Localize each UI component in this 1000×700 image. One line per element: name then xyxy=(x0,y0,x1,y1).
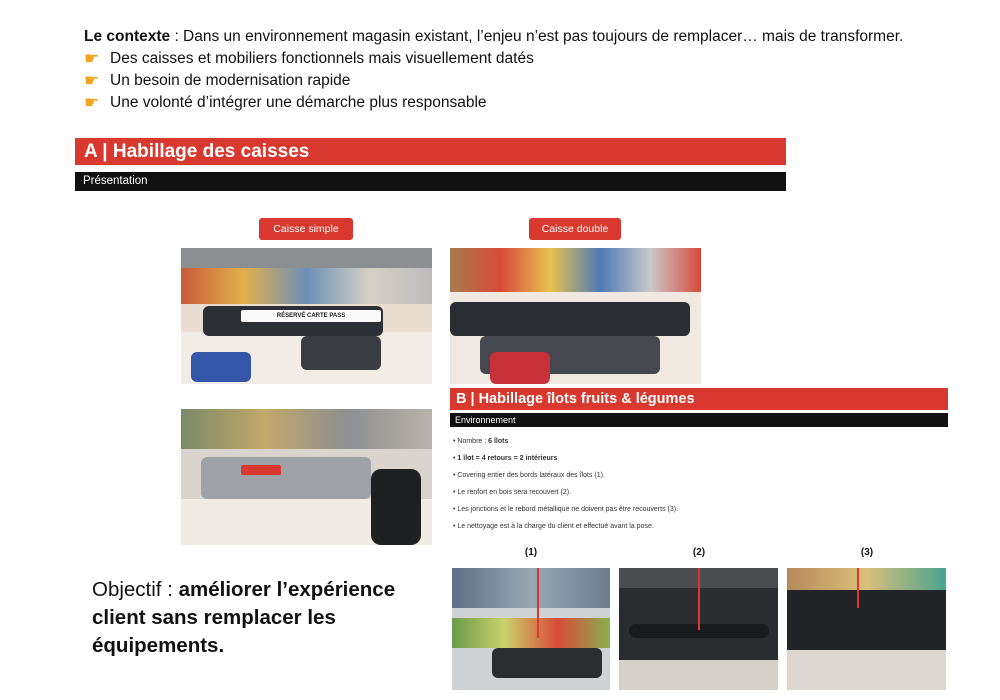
bullet-item xyxy=(84,48,904,70)
pointing-hand-icon: ☛ xyxy=(84,93,100,112)
objective-text xyxy=(92,576,422,660)
intro-block xyxy=(84,26,904,114)
pointing-hand-icon: ☛ xyxy=(84,71,100,90)
list-item: • Nombre : 6 îlots xyxy=(453,433,943,450)
context-label: Le contexte xyxy=(84,28,171,45)
pointing-hand-icon: ☛ xyxy=(84,49,100,68)
section-a-title: A | Habillage des caisses xyxy=(75,138,786,165)
bullet-item xyxy=(84,92,904,114)
checkout-sign: RÉSERVÉ CARTE PASS xyxy=(241,310,381,322)
context-text: : Dans un environnement magasin existant, l’enjeu n’est pas toujours de remplacer… mais de transformer. xyxy=(170,28,904,45)
section-b-title: B | Habillage îlots fruits & légumes xyxy=(450,388,948,410)
island-photo-1 xyxy=(452,568,610,690)
section-b-subtitle: Environnement xyxy=(450,413,948,427)
list-item: • Le nettoyage est à la charge du client et effectué avant la pose. xyxy=(453,518,943,535)
objective-prefix: Objectif : xyxy=(92,578,179,601)
bullet-text: Un besoin de modernisation rapide xyxy=(110,72,351,89)
caption-1: (1) xyxy=(524,547,538,558)
bullet-text: Des caisses et mobiliers fonctionnels mais visuellement datés xyxy=(110,50,534,67)
caption-2: (2) xyxy=(692,547,706,558)
list-item: • Le renfort en bois sera recouvert (2). xyxy=(453,484,943,501)
list-item: • 1 îlot = 4 retours = 2 intérieurs xyxy=(453,450,943,467)
bullet-text: Une volonté d’intégrer une démarche plus responsable xyxy=(110,94,487,111)
section-b-list xyxy=(453,433,943,535)
covered-checkout-photo xyxy=(181,409,432,545)
list-item: • Les jonctions et le rebord métallique ne doivent pas être recouverts (3). xyxy=(453,501,943,518)
double-checkout-photo xyxy=(450,248,701,384)
caption-3: (3) xyxy=(860,547,874,558)
single-checkout-label: Caisse simple xyxy=(259,218,353,240)
island-photo-2 xyxy=(619,568,778,690)
context-paragraph xyxy=(84,26,904,48)
list-item: • Covering entier des bords latéraux des îlots (1). xyxy=(453,467,943,484)
bullet-item xyxy=(84,70,904,92)
double-checkout-label: Caisse double xyxy=(529,218,621,240)
island-photo-3 xyxy=(787,568,946,690)
section-a-subtitle: Présentation xyxy=(75,172,786,191)
single-checkout-photo xyxy=(181,248,432,384)
objective-bold: améliorer l’expérience client sans remplacer les équipements. xyxy=(92,578,396,657)
